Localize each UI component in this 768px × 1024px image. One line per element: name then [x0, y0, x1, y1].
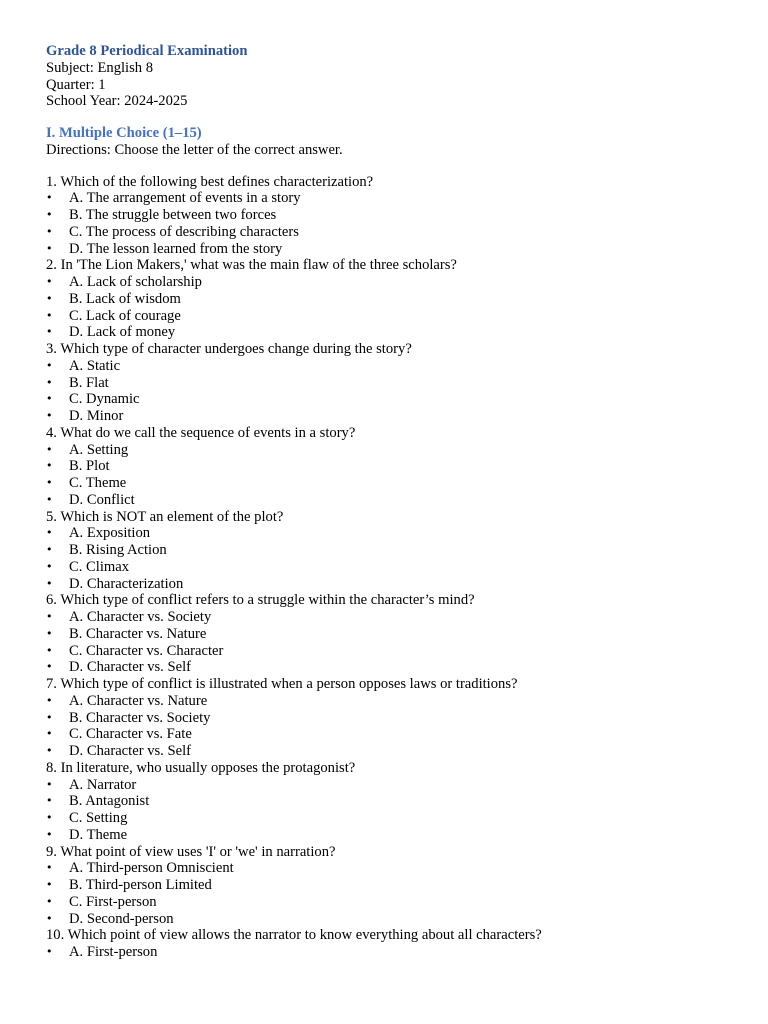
bullet-icon: •: [46, 409, 53, 422]
option-label: C. Character vs. Character: [69, 642, 224, 659]
answer-option: [46, 827, 746, 844]
bullet-icon: •: [46, 878, 53, 891]
question-text: 3. Which type of character undergoes change during the story?: [46, 341, 412, 357]
answer-option: [46, 291, 746, 308]
option-label: D. Minor: [69, 408, 124, 424]
bullet-icon: •: [46, 861, 53, 875]
option-label: B. Third-person Limited: [69, 877, 212, 893]
subject-line: Subject: English 8: [46, 59, 154, 76]
answer-option: [46, 207, 746, 224]
answer-option: [46, 659, 746, 676]
answer-option: [46, 877, 746, 894]
answer-option: [46, 793, 746, 810]
bullet-icon: •: [46, 492, 53, 506]
option-label: D. Theme: [69, 826, 128, 843]
bullet-icon: •: [46, 224, 53, 238]
bullet-icon: •: [46, 610, 53, 623]
question-text: 4. What do we call the sequence of events in a story?: [46, 424, 356, 441]
bullet-icon: •: [46, 710, 53, 724]
bullet-icon: •: [46, 794, 53, 808]
bullet-icon: •: [46, 325, 53, 339]
exam-title: Grade 8 Periodical Examination: [46, 43, 248, 59]
answer-option: [46, 542, 746, 559]
answer-option: [46, 609, 746, 626]
bullet-icon: •: [46, 945, 53, 958]
option-label: D. Character vs. Self: [69, 659, 191, 676]
answer-option: [46, 391, 746, 408]
option-label: B. The struggle between two forces: [69, 207, 277, 223]
answer-option: [46, 492, 746, 509]
option-label: B. Character vs. Society: [69, 709, 211, 726]
answer-option: [46, 458, 746, 475]
option-label: C. Character vs. Fate: [69, 726, 192, 743]
bullet-icon: •: [46, 241, 53, 255]
option-label: A. First-person: [69, 944, 158, 960]
question-text: 10. Which point of view allows the narrator to know everything about all characters?: [46, 927, 542, 944]
question-text: 1. Which of the following best defines characterization?: [46, 173, 374, 190]
bullet-icon: •: [46, 526, 53, 540]
answer-option: [46, 710, 746, 727]
option-label: A. The arrangement of events in a story: [69, 190, 301, 207]
option-label: D. Character vs. Self: [69, 743, 191, 759]
answer-option: [46, 693, 746, 710]
bullet-icon: •: [46, 576, 53, 590]
option-label: D. Second-person: [69, 910, 174, 927]
option-label: A. Lack of scholarship: [69, 274, 202, 290]
bullet-icon: •: [46, 442, 53, 456]
directions-text: Directions: Choose the letter of the correct answer.: [46, 141, 343, 158]
bullet-icon: •: [46, 693, 53, 707]
school-year-line: School Year: 2024-2025: [46, 93, 188, 110]
bullet-icon: •: [46, 308, 53, 322]
option-label: C. Setting: [69, 810, 128, 826]
bullet-icon: •: [46, 811, 53, 824]
option-label: D. Characterization: [69, 575, 184, 592]
option-label: A. Character vs. Nature: [69, 692, 208, 709]
option-label: A. Setting: [69, 441, 129, 458]
answer-option: [46, 743, 746, 760]
answer-option: [46, 308, 746, 325]
answer-option: [46, 375, 746, 392]
answer-option: [46, 358, 746, 375]
quarter-line: Quarter: 1: [46, 76, 106, 93]
bullet-icon: •: [46, 777, 53, 791]
question-list: [46, 174, 746, 961]
answer-option: [46, 559, 746, 576]
answer-option: [46, 810, 746, 827]
option-label: A. Character vs. Society: [69, 609, 212, 625]
answer-option: [46, 525, 746, 542]
answer-option: [46, 274, 746, 291]
answer-option: [46, 726, 746, 743]
bullet-icon: •: [46, 543, 53, 556]
option-label: D. Lack of money: [69, 324, 176, 341]
question-text: 9. What point of view uses 'I' or 'we' in narration?: [46, 843, 336, 860]
bullet-icon: •: [46, 626, 53, 640]
question-text: 6. Which type of conflict refers to a struggle within the character’s mind?: [46, 592, 475, 609]
option-label: A. Narrator: [69, 776, 137, 793]
option-label: B. Antagonist: [69, 793, 150, 810]
option-label: D. The lesson learned from the story: [69, 240, 283, 257]
option-label: B. Flat: [69, 374, 109, 391]
option-label: A. Third-person Omniscient: [69, 860, 234, 877]
question-text: 5. Which is NOT an element of the plot?: [46, 508, 284, 525]
option-label: A. Exposition: [69, 525, 151, 542]
option-label: B. Rising Action: [69, 542, 167, 558]
option-label: A. Static: [69, 357, 121, 374]
option-label: C. Theme: [69, 475, 127, 491]
bullet-icon: •: [46, 459, 53, 473]
option-label: B. Lack of wisdom: [69, 290, 181, 307]
answer-option: [46, 324, 746, 341]
option-label: B. Character vs. Nature: [69, 625, 207, 642]
bullet-icon: •: [46, 291, 53, 305]
option-label: C. Climax: [69, 558, 129, 575]
question-text: 8. In literature, who usually opposes the protagonist?: [46, 759, 356, 776]
answer-option: [46, 911, 746, 928]
option-label: D. Conflict: [69, 491, 135, 508]
answer-option: [46, 894, 746, 911]
bullet-icon: •: [46, 392, 53, 406]
bullet-icon: •: [46, 275, 53, 288]
bullet-icon: •: [46, 476, 53, 489]
option-label: C. First-person: [69, 893, 157, 910]
spacer: [46, 159, 746, 174]
answer-option: [46, 408, 746, 425]
bullet-icon: •: [46, 727, 53, 741]
bullet-icon: •: [46, 894, 53, 908]
answer-option: [46, 241, 746, 258]
bullet-icon: •: [46, 358, 53, 372]
bullet-icon: •: [46, 375, 53, 389]
bullet-icon: •: [46, 191, 53, 205]
bullet-icon: •: [46, 660, 53, 674]
option-label: C. The process of describing characters: [69, 223, 299, 240]
answer-option: [46, 626, 746, 643]
bullet-icon: •: [46, 208, 53, 221]
bullet-icon: •: [46, 643, 53, 657]
bullet-icon: •: [46, 559, 53, 573]
section-heading: I. Multiple Choice (1–15): [46, 125, 202, 141]
answer-option: [46, 442, 746, 459]
bullet-icon: •: [46, 827, 53, 841]
answer-option: [46, 190, 746, 207]
exam-document: [46, 43, 746, 961]
answer-option: [46, 860, 746, 877]
answer-option: [46, 777, 746, 794]
answer-option: [46, 643, 746, 660]
question-text: 2. In 'The Lion Makers,' what was the main flaw of the three scholars?: [46, 257, 457, 274]
answer-option: [46, 576, 746, 593]
answer-option: [46, 944, 746, 961]
bullet-icon: •: [46, 744, 53, 757]
answer-option: [46, 224, 746, 241]
option-label: C. Dynamic: [69, 391, 140, 408]
bullet-icon: •: [46, 911, 53, 925]
spacer: [46, 110, 746, 125]
answer-option: [46, 475, 746, 492]
option-label: C. Lack of courage: [69, 307, 181, 324]
question-text: 7. Which type of conflict is illustrated when a person opposes laws or traditions?: [46, 676, 518, 692]
option-label: B. Plot: [69, 458, 110, 475]
